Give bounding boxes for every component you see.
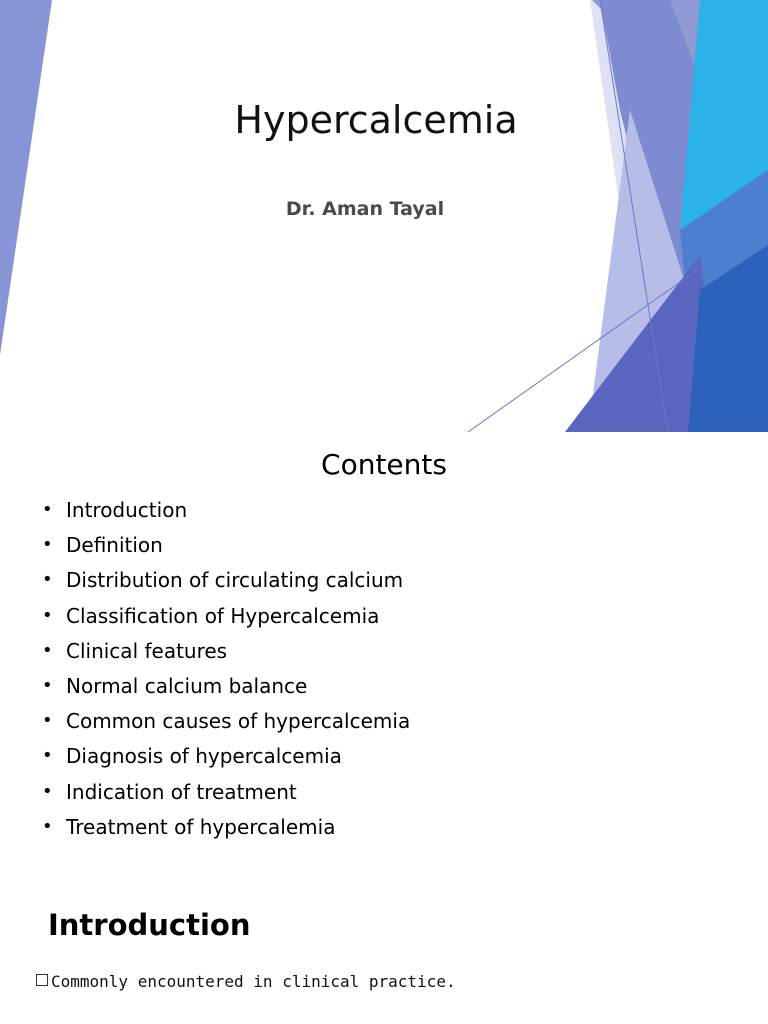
contents-list	[42, 494, 410, 846]
introduction-point-text: Commonly encountered in clinical practice.	[51, 972, 456, 991]
list-item-label: Common causes of hypercalcemia	[66, 709, 411, 734]
list-item	[42, 564, 410, 599]
introduction-point	[36, 972, 456, 991]
list-item	[42, 740, 410, 775]
bullet-icon: •	[42, 639, 53, 661]
introduction-heading: Introduction	[48, 908, 251, 942]
list-item-label: Clinical features	[66, 638, 228, 663]
bullet-icon: •	[42, 780, 53, 802]
bullet-icon: •	[42, 569, 53, 591]
title-slide	[0, 0, 768, 432]
list-item-label: Classification of Hypercalcemia	[66, 603, 380, 628]
list-item-label: Normal calcium balance	[66, 673, 308, 698]
author-name: Dr. Aman Tayal	[285, 198, 445, 220]
left-facet-shape	[0, 0, 52, 355]
bullet-icon: •	[42, 534, 53, 556]
list-item-label: Treatment of hypercalemia	[66, 814, 336, 839]
contents-slide	[0, 432, 768, 888]
list-item-label: Distribution of circulating calcium	[66, 568, 404, 593]
list-item	[42, 529, 410, 564]
checkbox-bullet-icon	[36, 974, 48, 986]
introduction-slide	[0, 888, 768, 1024]
bullet-icon: •	[42, 604, 53, 626]
bullet-icon: •	[42, 674, 53, 696]
presentation-title: Hypercalcemia	[234, 98, 518, 142]
list-item	[42, 494, 410, 529]
list-item	[42, 811, 410, 846]
bullet-icon: •	[42, 499, 53, 520]
list-item	[42, 670, 410, 705]
bullet-icon: •	[42, 745, 53, 767]
bullet-icon: •	[42, 710, 53, 732]
list-item	[42, 600, 410, 635]
bullet-icon: •	[42, 815, 53, 837]
contents-heading: Contents	[321, 448, 447, 481]
list-item	[42, 635, 410, 670]
list-item-label: Diagnosis of hypercalcemia	[66, 744, 342, 769]
list-item	[42, 705, 410, 740]
list-item-label: Definition	[66, 533, 163, 558]
list-item	[42, 776, 410, 811]
list-item-label: Introduction	[66, 498, 188, 522]
list-item-label: Indication of treatment	[66, 779, 297, 804]
